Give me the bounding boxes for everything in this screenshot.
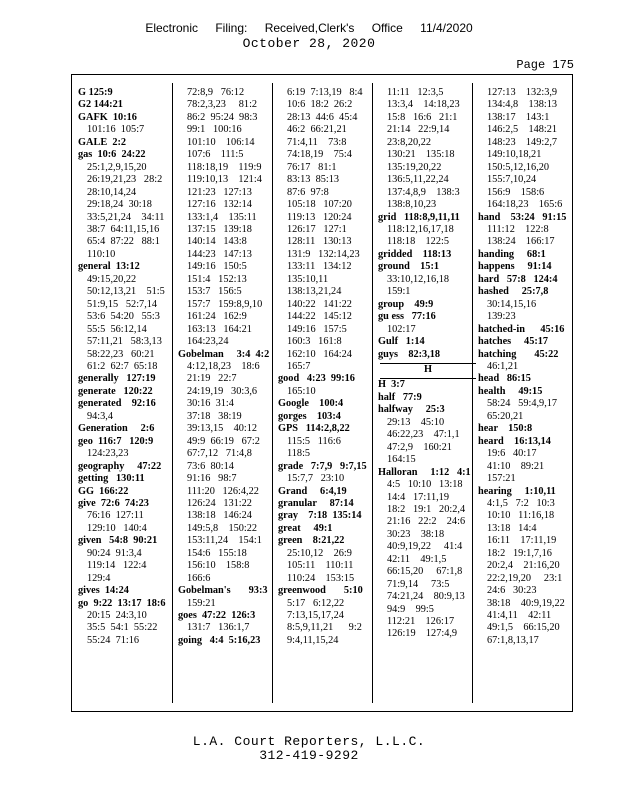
index-reference: 72:8,9 76:12 (187, 87, 245, 98)
index-reference: 71:4,11 73:8 (287, 136, 347, 148)
index-reference: 130:21 135:18 (387, 149, 455, 161)
index-term: grid 118:8,9,11,11 (378, 211, 460, 223)
index-term: health 49:15 (478, 385, 543, 397)
index-reference: 149:5,8 150:22 (187, 522, 258, 534)
index-reference: 55:24 71:16 (87, 634, 140, 646)
index-term: gridded 118:13 (378, 248, 452, 260)
index-reference: 38:18 40:9,19,22 (487, 597, 565, 609)
index-term: given 54:8 90:21 (78, 535, 158, 547)
index-reference: 111:12 122:8 (487, 223, 549, 235)
index-reference: 137:15 139:18 (187, 223, 252, 235)
index-term: G 125:9 (78, 87, 113, 98)
index-reference: 140:14 143:8 (187, 236, 247, 248)
index-column (478, 87, 578, 647)
index-reference: 150:5,12,16,20 (487, 161, 550, 173)
index-term: GPS 114:2,8,22 (278, 423, 350, 435)
index-term: handing 68:1 (478, 248, 546, 260)
index-reference: 149:16 150:5 (187, 261, 247, 273)
index-reference: 76:17 81:1 (287, 161, 337, 173)
index-term: GALE 2:2 (78, 136, 127, 148)
index-reference: 138:18 146:24 (187, 510, 252, 522)
index-reference: 49:1,5 66:15,20 (487, 622, 560, 634)
index-reference: 13:3,4 14:18,23 (387, 99, 460, 111)
index-term: GG 166:22 (78, 485, 129, 497)
index-term: halfway 25:3 (378, 404, 445, 416)
index-term: greenwood 5:10 (278, 585, 363, 597)
index-reference: 134:4,8 138:13 (487, 99, 558, 111)
index-term: geo 116:7 120:9 (78, 435, 154, 447)
index-term: half 77:9 (378, 391, 422, 403)
index-reference: 19:6 40:17 (487, 448, 537, 460)
index-reference: 149:16 157:5 (287, 323, 347, 335)
index-reference: 148:23 149:2,7 (487, 136, 558, 148)
index-reference: 46:22,23 47:1,1 (387, 429, 460, 441)
index-term: general 13:12 (78, 261, 140, 273)
index-term: guys 82:3,18 (378, 348, 441, 360)
index-reference: 105:18 107:20 (287, 199, 352, 211)
page-number: Page 175 (516, 58, 574, 72)
index-reference: 8:5,9,11,21 9:2 (287, 622, 362, 634)
index-reference: 9:4,11,15,24 (287, 634, 339, 646)
index-reference: 65:20,21 (487, 410, 524, 422)
index-reference: 30:23 38:18 (387, 528, 445, 540)
index-reference: 46:2 66:21,21 (287, 124, 347, 136)
index-reference: 49:9 66:19 67:2 (187, 435, 260, 447)
index-reference: 157:7 159:8,9,10 (187, 298, 263, 310)
index-reference: 55:5 56:12,14 (87, 323, 147, 335)
index-reference: 71:9,14 73:5 (387, 578, 450, 590)
filing-stamp (0, 21, 618, 35)
index-reference: 124:23,23 (87, 448, 129, 460)
index-column (78, 87, 178, 647)
index-reference: 118:18,19 119:9 (187, 161, 262, 173)
index-reference: 24:19,19 30:3,6 (187, 385, 258, 397)
index-term: Grand 6:4,19 (278, 485, 347, 497)
index-reference: 25:1,2,9,15,20 (87, 161, 147, 173)
index-reference: 165:7 (287, 360, 311, 372)
index-term: gorges 103:4 (278, 410, 341, 422)
index-reference: 28:10,14,24 (87, 186, 137, 198)
index-term: hatches 45:17 (478, 336, 549, 348)
index-reference: 159:21 (187, 597, 216, 609)
index-reference: 151:4 152:13 (187, 273, 247, 285)
index-reference: 29:18,24 30:18 (87, 199, 152, 211)
index-reference: 90:24 91:3,4 (87, 547, 142, 559)
index-reference: 149:10,18,21 (487, 149, 542, 161)
index-term: granular 87:14 (278, 497, 354, 509)
index-term: GAFK 10:16 (78, 111, 137, 123)
index-reference: 102:17 (387, 323, 416, 335)
index-reference: 86:2 95:24 98:3 (187, 111, 258, 123)
index-reference: 10:10 11:16,18 (487, 510, 555, 522)
index-reference: 33:5,21,24 34:11 (87, 211, 165, 223)
index-term: Gobelman 3:4 4:2 (178, 348, 270, 360)
index-column (378, 87, 478, 641)
index-reference: 128:11 130:13 (287, 236, 352, 248)
index-term: hashed 25:7,8 (478, 286, 549, 298)
index-reference: 118:5 (287, 448, 311, 460)
index-term: Gobelman's 93:3 (178, 585, 268, 597)
index-term: give 72:6 74:23 (78, 497, 149, 509)
index-reference: 42:11 49:1,5 (387, 553, 447, 565)
index-reference: 4:12,18,23 18:6 (187, 360, 260, 372)
index-term: hard 57:8 124:4 (478, 273, 558, 285)
index-reference: 99:1 100:16 (187, 124, 242, 136)
index-reference: 165:10 (287, 385, 316, 397)
index-term: Google 100:4 (278, 398, 344, 410)
index-reference: 160:3 161:8 (287, 336, 342, 348)
index-reference: 138:24 166:17 (487, 236, 555, 248)
index-reference: 94:9 99:5 (387, 603, 434, 615)
index-reference: 15:7,7 23:10 (287, 473, 345, 485)
index-reference: 118:12,16,17,18 (387, 223, 454, 235)
index-reference: 47:2,9 160:21 (387, 441, 452, 453)
index-reference: 29:13 45:10 (387, 416, 445, 428)
index-term: good 4:23 99:16 (278, 373, 355, 385)
index-reference: 20:2,4 21:16,20 (487, 560, 560, 572)
index-term: H 3:7 (378, 379, 405, 391)
index-reference: 146:2,5 148:21 (487, 124, 558, 136)
index-term: happens 91:14 (478, 261, 552, 273)
index-term: gives 14:24 (78, 585, 129, 597)
index-reference: 5:17 6:12,22 (287, 597, 345, 609)
reporter-phone: 312-419-9292 (259, 748, 359, 763)
index-reference: 164:18,23 165:6 (487, 199, 563, 211)
index-reference: 110:24 153:15 (287, 572, 355, 584)
index-reference: 153:11,24 154:1 (187, 535, 262, 547)
index-column (278, 87, 378, 647)
index-reference: 41:10 89:21 (487, 460, 545, 472)
index-reference: 67:1,8,13,17 (487, 634, 539, 646)
index-term: getting 130:11 (78, 473, 145, 485)
index-reference: 65:4 87:22 88:1 (87, 236, 160, 248)
index-term: generated 92:16 (78, 398, 156, 410)
index-term: gas 10:6 24:22 (78, 149, 146, 161)
index-reference: 126:17 127:1 (287, 223, 347, 235)
index-reference: 164:23,24 (187, 336, 229, 348)
index-reference: 26:19,21,23 28:2 (87, 174, 163, 186)
index-reference: 131:7 136:1,7 (187, 622, 250, 634)
index-reference: 137:4,8,9 138:3 (387, 186, 460, 198)
index-reference: 24:6 30:23 (487, 585, 537, 597)
index-reference: 164:15 (387, 454, 416, 466)
index-reference: 49:15,20,22 (87, 273, 137, 285)
document-date: October 28, 2020 (242, 36, 376, 51)
filing-stamp-part: Electronic (145, 21, 198, 35)
index-reference: 138:8,10,23 (387, 199, 437, 211)
filing-stamp-part: 11/4/2020 (420, 21, 473, 35)
index-reference: 154:6 155:18 (187, 547, 247, 559)
index-term: hatching 45:22 (478, 348, 559, 360)
index-reference: 40:9,19,22 41:4 (387, 541, 463, 553)
index-reference: 163:13 164:21 (187, 323, 252, 335)
index-term: hatched-in 45:16 (478, 323, 565, 335)
index-reference: 101:10 106:14 (187, 136, 255, 148)
index-reference: 21:19 22:7 (187, 373, 237, 385)
index-term: green 8:21,22 (278, 535, 345, 547)
index-reference: 30:16 31:4 (187, 398, 234, 410)
index-reference: 162:10 164:24 (287, 348, 352, 360)
index-reference: 127:16 132:14 (187, 199, 252, 211)
index-term: G2 144:21 (78, 99, 123, 111)
index-reference: 78:2,3,23 81:2 (187, 99, 258, 111)
index-reference: 119:10,13 121:4 (187, 174, 262, 186)
index-reference: 155:7,10,24 (487, 174, 537, 186)
index-reference: 38:7 64:11,15,16 (87, 223, 160, 235)
filing-stamp-part: Received,Clerk's (264, 21, 355, 35)
index-reference: 15:8 16:6 21:1 (387, 111, 458, 123)
index-reference: 18:2 19:1 20:2,4 (387, 503, 466, 515)
index-reference: 39:13,15 40:12 (187, 423, 258, 435)
index-reference: 57:11,21 58:3,13 (87, 336, 162, 348)
column-divider (372, 83, 373, 703)
index-reference: 14:4 17:11,19 (387, 491, 449, 503)
index-reference: 58:24 59:4,9,17 (487, 398, 558, 410)
index-column (178, 87, 278, 647)
index-reference: 11:11 12:3,5 (387, 87, 444, 98)
index-term: goes 47:22 126:3 (178, 610, 256, 622)
index-reference: 21:16 22:2 24:6 (387, 516, 466, 528)
index-reference: 22:2,19,20 23:1 (487, 572, 563, 584)
index-reference: 118:18 122:5 (387, 236, 449, 248)
index-reference: 119:14 122:4 (87, 560, 147, 572)
index-reference: 140:22 141:22 (287, 298, 352, 310)
index-term: generally 127:19 (78, 373, 156, 385)
filing-stamp-part: Filing: (215, 21, 248, 35)
index-reference: 135:10,11 (287, 273, 329, 285)
section-letter: H (423, 363, 432, 375)
index-reference: 121:23 127:13 (187, 186, 252, 198)
index-reference: 126:24 131:22 (187, 497, 252, 509)
index-reference: 20:15 24:3,10 (87, 610, 147, 622)
index-reference: 144:22 145:12 (287, 311, 352, 323)
index-reference: 67:7,12 71:4,8 (187, 448, 252, 460)
index-reference: 73:6 80:14 (187, 460, 234, 472)
index-term: go 9:22 13:17 18:6 (78, 597, 166, 609)
index-reference: 83:13 85:13 (287, 174, 340, 186)
index-term: group 49:9 (378, 298, 434, 310)
index-term: ground 15:1 (378, 261, 440, 273)
column-divider (172, 83, 173, 703)
index-reference: 133:11 134:12 (287, 261, 352, 273)
index-reference: 51:9,15 52:7,14 (87, 298, 158, 310)
index-reference: 105:11 110:11 (287, 560, 354, 572)
index-reference: 157:21 (487, 473, 516, 485)
index-reference: 76:16 127:11 (87, 510, 144, 522)
index-reference: 74:21,24 80:9,13 (387, 591, 465, 603)
index-reference: 156:10 158:8 (187, 560, 250, 572)
index-term: head 86:15 (478, 373, 531, 385)
index-reference: 58:22,23 60:21 (87, 348, 155, 360)
index-term: Halloran 1:12 4:1 (378, 466, 471, 478)
index-term: going 4:4 5:16,23 (178, 634, 261, 646)
index-term: hearing 1:10,11 (478, 485, 556, 497)
index-reference: 127:13 132:3,9 (487, 87, 558, 98)
index-reference: 129:4 (87, 572, 111, 584)
column-divider (472, 83, 473, 703)
filing-stamp-part: Office (371, 21, 403, 35)
index-reference: 161:24 162:9 (187, 311, 247, 323)
index-term: Generation 2:6 (78, 423, 155, 435)
index-reference: 129:10 140:4 (87, 522, 147, 534)
index-reference: 107:6 111:5 (187, 149, 244, 161)
index-term: heard 16:13,14 (478, 435, 551, 447)
index-reference: 115:5 116:6 (287, 435, 341, 447)
index-reference: 28:13 44:6 45:4 (287, 111, 358, 123)
index-reference: 159:1 (387, 286, 411, 298)
index-reference: 138:17 143:1 (487, 111, 550, 123)
index-reference: 53:6 54:20 55:3 (87, 311, 160, 323)
index-reference: 50:12,13,21 51:5 (87, 286, 165, 298)
index-reference: 91:16 98:7 (187, 473, 237, 485)
index-reference: 119:13 120:24 (287, 211, 352, 223)
index-term: geography 47:22 (78, 460, 162, 472)
index-reference: 30:14,15,16 (487, 298, 537, 310)
index-reference: 153:7 156:5 (187, 286, 242, 298)
index-reference: 10:6 18:2 26:2 (287, 99, 353, 111)
index-reference: 139:23 (487, 311, 516, 323)
index-term: Gulf 1:14 (378, 336, 425, 348)
index-reference: 156:9 158:6 (487, 186, 545, 198)
index-reference: 33:10,12,16,18 (387, 273, 450, 285)
index-reference: 112:21 126:17 (387, 616, 455, 628)
index-reference: 25:10,12 26:9 (287, 547, 352, 559)
index-reference: 41:4,11 42:11 (487, 610, 552, 622)
index-reference: 23:8,20,22 (387, 136, 432, 148)
index-reference: 21:14 22:9,14 (387, 124, 450, 136)
index-reference: 4:5 10:10 13:18 (387, 479, 463, 491)
index-reference: 4:1,5 7:2 10:3 (487, 497, 555, 509)
index-reference: 138:13,21,24 (287, 286, 342, 298)
index-reference: 37:18 38:19 (187, 410, 242, 422)
reporter-name: L.A. Court Reporters, L.L.C. (192, 734, 426, 749)
index-reference: 135:19,20,22 (387, 161, 442, 173)
index-term: gray 7:18 135:14 (278, 510, 362, 522)
index-reference: 136:5,11,22,24 (387, 174, 449, 186)
index-reference: 66:15,20 67:1,8 (387, 566, 463, 578)
index-reference: 7:13,15,17,24 (287, 610, 344, 622)
index-reference: 87:6 97:8 (287, 186, 329, 198)
index-reference: 35:5 54:1 55:22 (87, 622, 158, 634)
index-reference: 111:20 126:4,22 (187, 485, 259, 497)
index-reference: 166:6 (187, 572, 211, 584)
index-term: gu ess 77:16 (378, 311, 436, 323)
index-reference: 6:19 7:13,19 8:4 (287, 87, 363, 98)
index-term: generate 120:22 (78, 385, 153, 397)
index-term: hear 150:8 (478, 423, 533, 435)
index-reference: 46:1,21 (487, 360, 519, 372)
index-term: hand 53:24 91:15 (478, 211, 567, 223)
index-reference: 110:10 (87, 248, 116, 260)
index-term: grade 7:7,9 9:7,15 (278, 460, 367, 472)
column-divider (272, 83, 273, 703)
index-reference: 94:3,4 (87, 410, 114, 422)
index-reference: 101:16 105:7 (87, 124, 145, 136)
index-frame (71, 74, 573, 712)
index-reference: 144:23 147:13 (187, 248, 252, 260)
index-reference: 16:11 17:11,19 (487, 535, 557, 547)
index-reference: 74:18,19 75:4 (287, 149, 352, 161)
index-reference: 18:2 19:1,7,16 (487, 547, 552, 559)
index-reference: 61:2 62:7 65:18 (87, 360, 158, 372)
index-term: great 49:1 (278, 522, 333, 534)
index-reference: 133:1,4 135:11 (187, 211, 257, 223)
index-reference: 131:9 132:14,23 (287, 248, 360, 260)
index-reference: 126:19 127:4,9 (387, 628, 458, 640)
index-reference: 13:18 14:4 (487, 522, 537, 534)
